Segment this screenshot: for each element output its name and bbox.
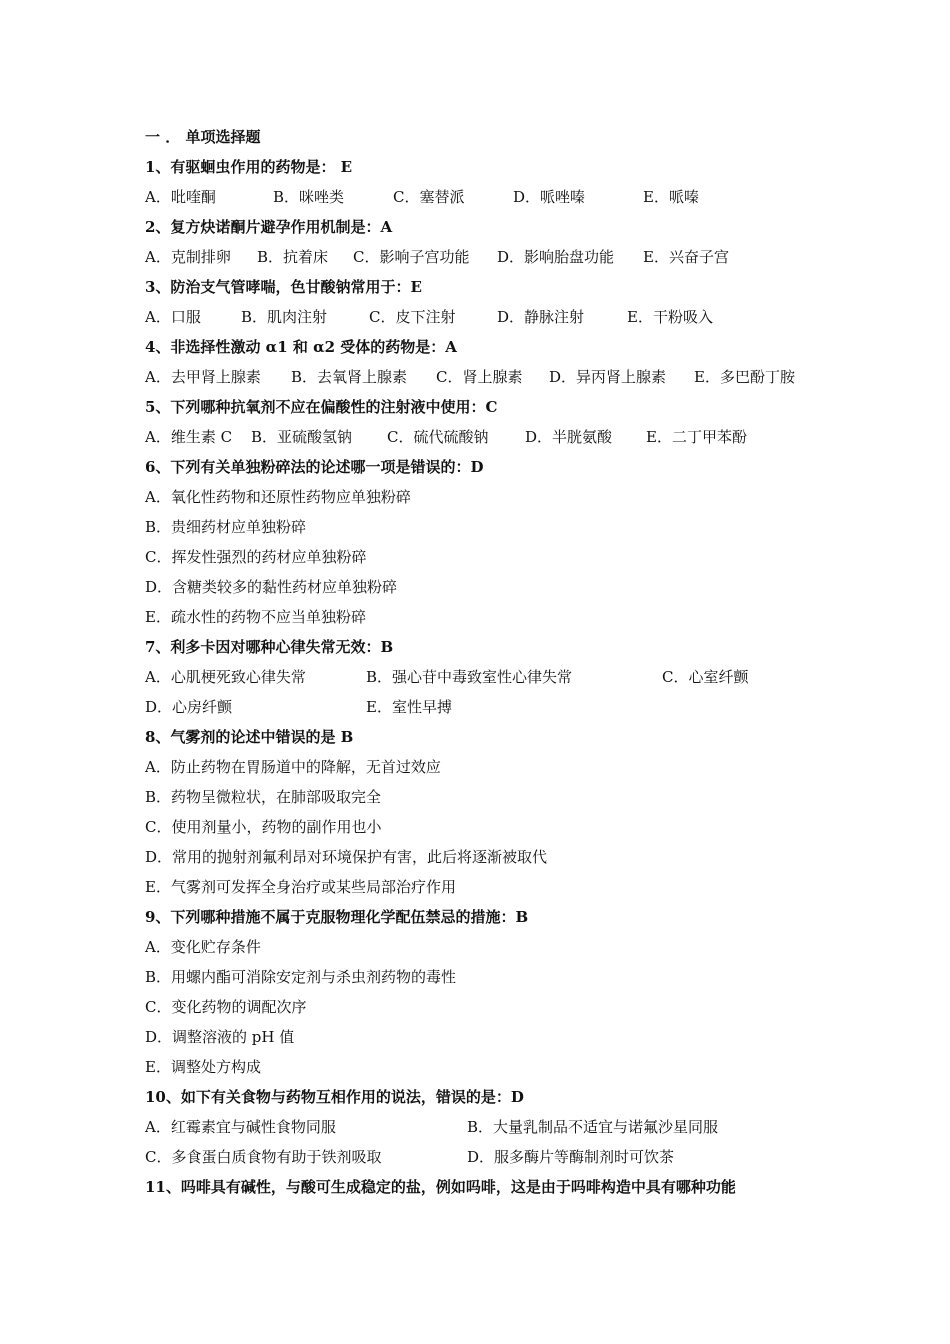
- question-9: 9、下列哪种措施不属于克服物理化学配伍禁忌的措施：B: [145, 908, 529, 926]
- q10-option-d: D．服多酶片等酶制剂时可饮茶: [467, 1148, 675, 1166]
- q1-option-c: C．塞替派: [393, 188, 465, 206]
- q10-option-a: A．红霉素宜与碱性食物同服: [145, 1118, 336, 1136]
- question-4: 4、非选择性激动 α1 和 α2 受体的药物是：A: [145, 338, 457, 356]
- q9-option-c: C．变化药物的调配次序: [145, 998, 307, 1016]
- q8-option-a: A．防止药物在胃肠道中的降解，无首过效应: [145, 758, 441, 776]
- q9-option-e: E．调整处方构成: [145, 1058, 261, 1076]
- q6-option-e: E．疏水性的药物不应当单独粉碎: [145, 608, 366, 626]
- q3-option-e: E．干粉吸入: [627, 308, 713, 326]
- q5-option-c: C．硫代硫酸钠: [387, 428, 489, 446]
- q2-option-b: B．抗着床: [257, 248, 329, 266]
- question-7: 7、利多卡因对哪种心律失常无效：B: [145, 638, 394, 656]
- q7-option-a: A．心肌梗死致心律失常: [145, 668, 306, 686]
- q1-option-e: E．哌嗪: [643, 188, 699, 206]
- q7-option-c: C．心室纤颤: [662, 668, 749, 686]
- q5-option-b: B．亚硫酸氢钠: [251, 428, 353, 446]
- q3-option-b: B．肌肉注射: [241, 308, 328, 326]
- q5-option-a: A．维生素 C: [145, 428, 233, 446]
- q9-option-a: A．变化贮存条件: [145, 938, 261, 956]
- q4-option-d: D．异丙肾上腺素: [549, 368, 667, 386]
- q6-option-b: B．贵细药材应单独粉碎: [145, 518, 307, 536]
- q2-option-e: E．兴奋子宫: [643, 248, 729, 266]
- q8-option-d: D．常用的抛射剂氟利昂对环境保护有害，此后将逐渐被取代: [145, 848, 548, 866]
- question-1: 1、有驱蛔虫作用的药物是： E: [145, 158, 353, 176]
- q1-option-b: B．咪唑类: [273, 188, 345, 206]
- q7-option-e: E．室性早搏: [366, 698, 452, 716]
- q8-option-c: C．使用剂量小，药物的副作用也小: [145, 818, 382, 836]
- q2-option-c: C．影响子宫功能: [353, 248, 470, 266]
- q6-option-a: A．氧化性药物和还原性药物应单独粉碎: [145, 488, 411, 506]
- question-10: 10、如下有关食物与药物互相作用的说法，错误的是：D: [145, 1088, 524, 1106]
- q7-option-b: B．强心苷中毒致室性心律失常: [366, 668, 573, 686]
- q4-option-e: E．多巴酚丁胺: [694, 368, 795, 386]
- q8-option-b: B．药物呈微粒状，在肺部吸取完全: [145, 788, 382, 806]
- question-5: 5、下列哪种抗氧剂不应在偏酸性的注射液中使用：C: [145, 398, 498, 416]
- q4-option-b: B．去氧肾上腺素: [291, 368, 408, 386]
- q3-option-a: A．口服: [145, 308, 201, 326]
- question-2: 2、复方炔诺酮片避孕作用机制是：A: [145, 218, 393, 236]
- q2-option-a: A．克制排卵: [145, 248, 231, 266]
- q4-option-a: A．去甲肾上腺素: [145, 368, 261, 386]
- q7-option-d: D．心房纤颤: [145, 698, 233, 716]
- q3-option-d: D．静脉注射: [497, 308, 585, 326]
- q4-option-c: C．肾上腺素: [436, 368, 523, 386]
- q10-option-b: B．大量乳制品不适宜与诺氟沙星同服: [467, 1118, 719, 1136]
- q8-option-e: E．气雾剂可发挥全身治疗或某些局部治疗作用: [145, 878, 456, 896]
- q2-option-d: D．影响胎盘功能: [497, 248, 615, 266]
- q6-option-d: D．含糖类较多的黏性药材应单独粉碎: [145, 578, 398, 596]
- question-11: 11、吗啡具有碱性，与酸可生成稳定的盐，例如吗啡，这是由于吗啡构造中具有哪种功能: [145, 1178, 736, 1196]
- q1-option-a: A．吡喹酮: [145, 188, 216, 206]
- q9-option-b: B．用螺内酯可消除安定剂与杀虫剂药物的毒性: [145, 968, 457, 986]
- q10-option-c: C．多食蛋白质食物有助于铁剂吸取: [145, 1148, 382, 1166]
- question-8: 8、气雾剂的论述中错误的是 B: [145, 728, 354, 746]
- q6-option-c: C．挥发性强烈的药材应单独粉碎: [145, 548, 367, 566]
- q5-option-d: D．半胱氨酸: [525, 428, 613, 446]
- q1-option-d: D．哌唑嗪: [513, 188, 586, 206]
- question-6: 6、下列有关单独粉碎法的论述哪一项是错误的：D: [145, 458, 484, 476]
- section-title: 一 ． 单项选择题: [145, 128, 261, 146]
- q3-option-c: C．皮下注射: [369, 308, 456, 326]
- q9-option-d: D．调整溶液的 pH 值: [145, 1028, 295, 1046]
- q5-option-e: E．二丁甲苯酚: [646, 428, 747, 446]
- question-3: 3、防治支气管哮喘，色甘酸钠常用于：E: [145, 278, 422, 296]
